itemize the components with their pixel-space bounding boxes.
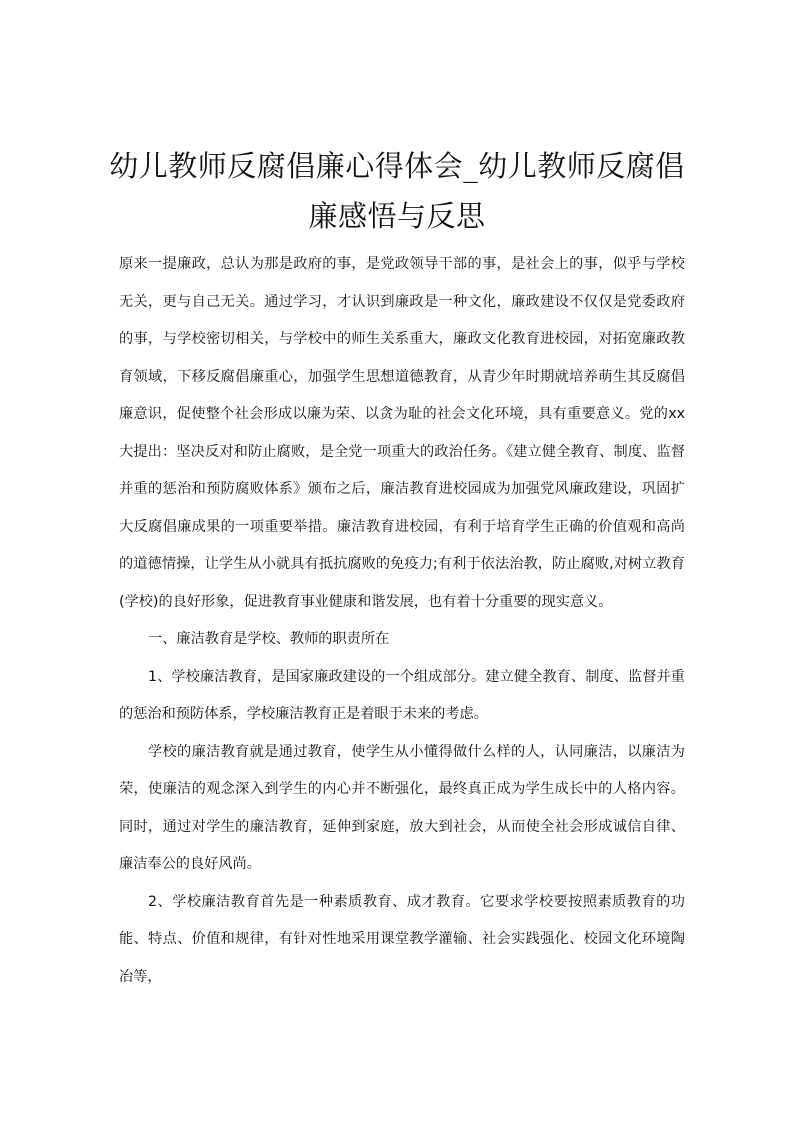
paragraph-point-2: 2、学校廉洁教育首先是一种素质教育、成才教育。它要求学校要按照素质教育的功能、特点、价值和规律，有针对性地采用课堂教学灌输、社会实践强化、校园文化环境陶冶等， (119, 893, 685, 985)
document-title: 幼儿教师反腐倡廉心得体会_幼儿教师反腐倡廉感悟与反思 (109, 149, 685, 234)
document-body (119, 246, 685, 996)
paragraph-point-1: 1、学校廉洁教育，是国家廉政建设的一个组成部分。建立健全教育、制度、监督并重的惩治和预防体系，学校廉洁教育正是着眼于未来的考虑。 (119, 668, 685, 722)
section-heading-1: 一、廉洁教育是学校、教师的职责所在 (148, 631, 390, 647)
paragraph-intro: 原来一提廉政，总认为那是政府的事，是党政领导干部的事，是社会上的事，似乎与学校无关，更与自己无关。通过学习，才认识到廉政是一种文化，廉政建设不仅仅是党委政府的事，与学校密切相关，与学校中的师生关系重大，廉政文化教育进校园，对拓宽廉政教育领域，下移反腐倡廉重心，加强学生思想道德教育，从青少年时期就培养萌生其反腐倡廉意识，促使整个社会形成以廉为荣、以贪为耻的社会文化环境，具有重要意义。党的xx大提出：坚决反对和防止腐败，是全党一项重大的政治任务。《建立健全教育、制度、监督并重的惩治和预防腐败体系》颁布之后，廉洁教育进校园成为加强党风廉政建设，巩固扩大反腐倡廉成果的一项重要举措。廉洁教育进校园，有利于培育学生正确的价值观和高尚的道德情操，让学生从小就具有抵抗腐败的免疫力;有利于依法治教，防止腐败,对树立教育(学校)的良好形象，促进教育事业健康和谐发展，也有着十分重要的现实意义。 (119, 256, 685, 610)
paragraph-school-education: 学校的廉洁教育就是通过教育，使学生从小懂得做什么样的人，认同廉洁，以廉洁为荣，使廉洁的观念深入到学生的内心并不断强化，最终真正成为学生成长中的人格内容。同时，通过对学生的廉洁教育，延伸到家庭，放大到社会，从而使全社会形成诚信自律、廉洁奉公的良好风尚。 (119, 743, 685, 872)
